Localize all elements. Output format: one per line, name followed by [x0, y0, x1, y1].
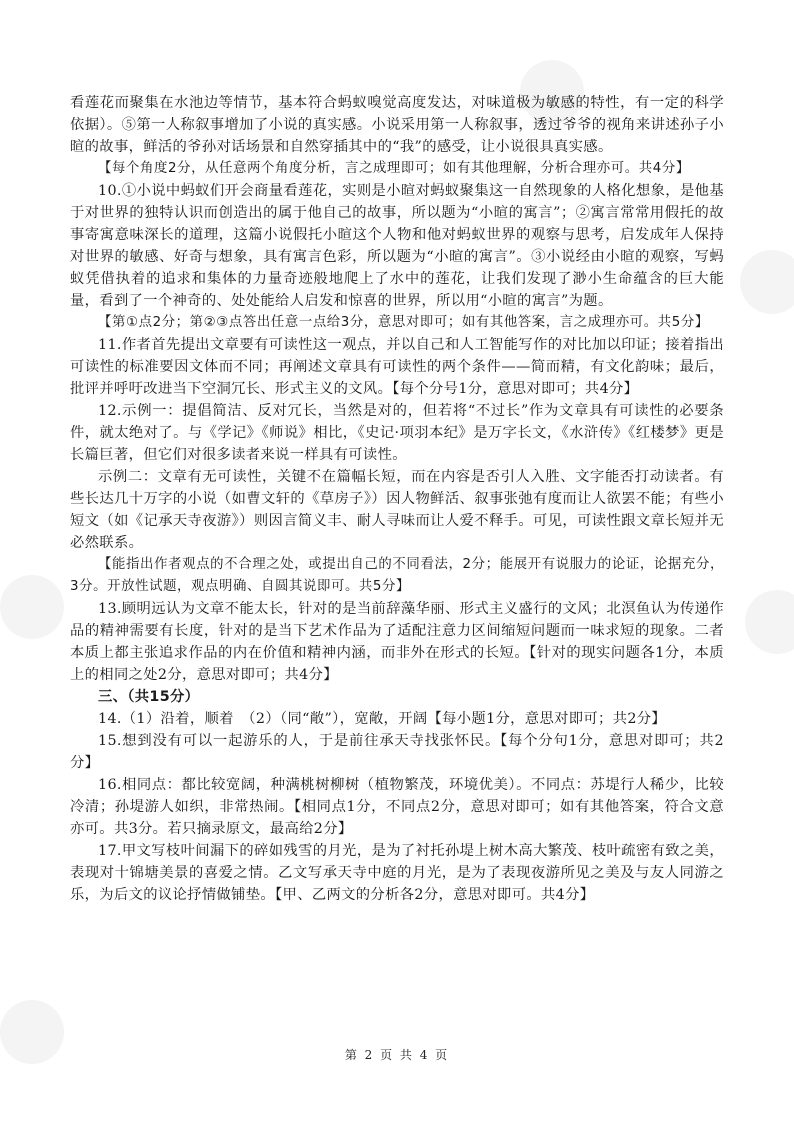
scoring-note-q12: 【能指出作者观点的不合理之处，或提出自己的不同看法，2分；能展开有说服力的论证，论据充分，3分。开放性试题，观点明确、自圆其说即可。共5分】: [70, 557, 724, 594]
watermark-logo-icon: [0, 987, 77, 1076]
watermark-logo-icon: [0, 562, 77, 651]
page-number-footer: 第 2 页 共 4 页: [344, 1048, 450, 1062]
answer-q14: 14.（1）沿着，顺着 （2）（同“敞”），宽敞，开阔【每小题1分，意思对即可；共2分】: [98, 711, 667, 727]
answer-q11: 11.作者首先提出文章要有可读性这一观点，并以自己和人工智能写作的对比加以印证；接着指出可读性的标准要因文体而不同；再阐述文章具有可读性的两个条件——简而精，有文化韵味；最后，批评并呼吁改进当下空洞冗长、形式主义的文风。【每个分号1分，意思对即可；共4分】: [70, 337, 724, 397]
answer-q13: 13.顾明远认为文章不能太长，针对的是当前辞藻华丽、形式主义盛行的文风；北溟鱼认为传递作品的精神需要有长度，针对的是当下艺术作品为了适配注意力区间缩短问题而一味求短的现象。二者本质上都主张追求作品的内在价值和精神内涵，而非外在形式的长短。【针对的现实问题各1分，本质上的相同之处2分，意思对即可；共4分】: [70, 601, 724, 683]
scoring-note-q9: 【每个角度2分，从任意两个角度分析，言之成理即可；如有其他理解，分析合理亦可。共4分】: [98, 161, 690, 176]
answer-q15: 15.想到没有可以一起游乐的人，于是前往承天寺找张怀民。【每个分句1分，意思对即可；共2分】: [70, 733, 724, 771]
answer-q10: 10.①小说中蚂蚁们开会商量看莲花，实则是小暄对蚂蚁聚集这一自然现象的人格化想象，是他基于对世界的独特认识而创造出的属于他自己的故事，所以题为“小暄的寓言”；②寓言常常用假托的故事寄寓意味深长的道理，这篇小说假托小暄这个人物和他对蚂蚁世界的观察与思考，启发成年人保持对世界的敏感、好奇与想象，具有寓言色彩，所以题为“小暄的寓言”。③小说经由小暄的观察，写蚂蚁凭借执着的追求和集体的力量奇迹般地爬上了水中的莲花，让我们发现了渺小生命蕴含的巨大能量，看到了一个神奇的、处处能给人启发和惊喜的世界，所以用“小暄的寓言”为题。: [70, 183, 724, 309]
answer-q12-example-2: 示例二：文章有无可读性，关键不在篇幅长短，而在内容是否引人入胜、文字能否打动读者。有些长达几十万字的小说（如曹文轩的《草房子》）因人物鲜活、叙事张弛有度而让人欲罢不能；有些小短文（如《记承天寺夜游》）则因言简义丰、耐人寻味而让人爱不释手。可见，可读性跟文章长短并无必然联系。: [70, 469, 724, 551]
paragraph-q9-continued: 看莲花而聚集在水池边等情节，基本符合蚂蚁嗅觉高度发达，对味道极为敏感的特性，有一定的科学依据）。⑤第一人称叙事增加了小说的真实感。小说采用第一人称叙事，透过爷爷的视角来讲述孙子小暄的故事，鲜活的爷孙对话场景和自然穿插其中的“我”的感受，让小说很具真实感。: [70, 95, 724, 155]
watermark-logo-icon: [732, 577, 794, 666]
answer-q12-example-1: 12.示例一：提倡简洁、反对冗长，当然是对的，但若将“不过长”作为文章具有可读性的必要条件，就太绝对了。与《学记》《师说》相比，《史记·项羽本纪》是万字长文，《水浒传》《红楼梦》更是长篇巨著，但它们对很多读者来说一样具有可读性。: [70, 403, 724, 463]
answer-q17: 17.甲文写枝叶间漏下的碎如残雪的月光，是为了衬托孙堤上树木高大繁茂、枝叶疏密有致之美，表现对十锦塘美景的喜爱之情。乙文写承天寺中庭的月光，是为了表现夜游所见之美及与友人同游之乐，为后文的议论抒情做铺垫。【甲、乙两文的分析各2分，意思对即可。共4分】: [70, 843, 724, 903]
scoring-note-q10: 【第①点2分；第②③点答出任意一点给3分，意思对即可；如有其他答案，言之成理亦可。共5分】: [98, 315, 709, 330]
section-heading-3: 三、（共15分）: [98, 689, 200, 705]
watermark-logo-icon: [727, 237, 794, 326]
answer-page: [70, 92, 724, 906]
answer-q16: 16.相同点：都比较宽阔，种满桃树柳树（植物繁茂，环境优美）。不同点：苏堤行人稀少，比较冷清；孙堤游人如织，非常热闹。【相同点1分，不同点2分，意思对即可；如有其他答案，符合文意亦可。共3分。若只摘录原文，最高给2分】: [70, 777, 724, 837]
